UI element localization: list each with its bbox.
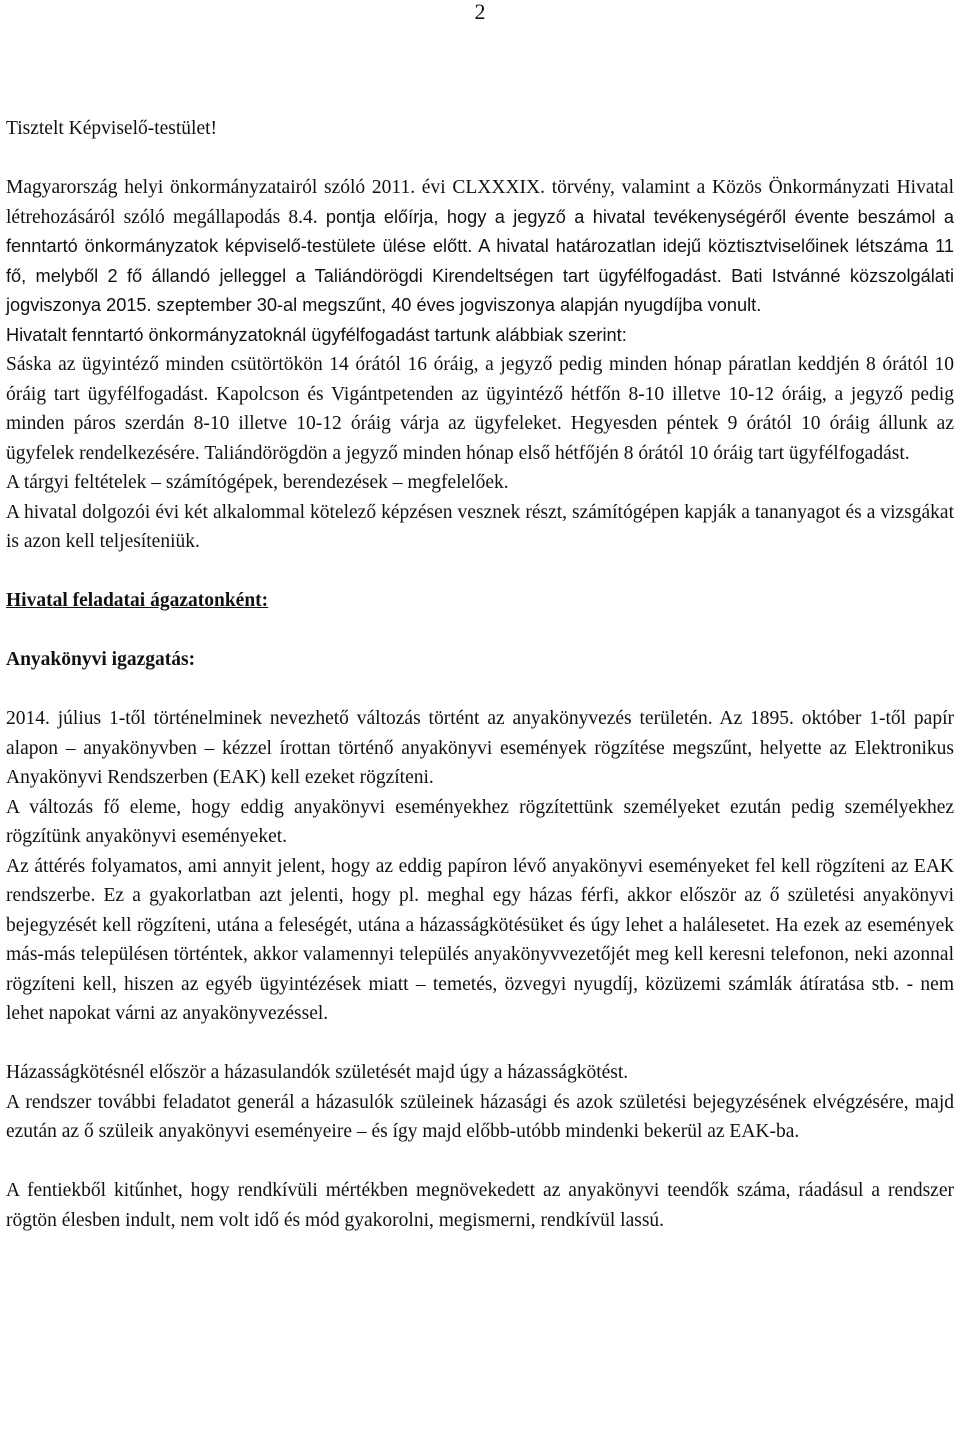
- registry-paragraph-6: A fentiekből kitűnhet, hogy rendkívüli mértékben megnövekedett az anyakönyvi teendők száma, ráadásul a rendszer rögtön élesben indult, nem volt idő és mód gyakorolni, megismerni, rendkívül lassú.: [6, 1180, 954, 1231]
- spacer: [6, 616, 954, 646]
- registry-paragraph-2: A változás fő eleme, hogy eddig anyakönyvi eseményekhez rögzítettünk személyeket ezután pedig személyekhez rögzítünk anyakönyvi eseményeket.: [6, 796, 954, 847]
- section-heading-tasks: Hivatal feladatai ágazatonként:: [6, 590, 269, 611]
- page-number: 2: [474, 0, 486, 24]
- salutation: Tisztelt Képviselő-testület!: [6, 118, 218, 139]
- registry-paragraph-3: Az áttérés folyamatos, ami annyit jelent, hogy az eddig papíron lévő anyakönyvi eseményeket fel kell rögzíteni az EAK rendszerbe. Ez a gyakorlatban azt jelenti, hogy pl. meghal egy házas férfi, akkor először az ő születési anyakönyvi bejegyzését kell rögzíteni, utána a feleségét, utána a házasságkötésüket és úgy lehet a halálesetet. Ha ezek az események más-más településen történtek, akkor valamennyi település anyakönyvvezetőjét meg kell keresni telefonon, neki azonnal rögzíteni kell, hiszen az egyéb ügyintézések miatt – temetés, özvegyi nyugdíj, közüzemi számlák átíratása stb. - nem lehet napokat várni az anyakönyvezéssel.: [6, 855, 954, 1024]
- office-hours-intro: Hivatalt fenntartó önkormányzatoknál ügyfélfogadást tartunk alábbiak szerint:: [6, 324, 627, 345]
- spacer: [6, 557, 954, 587]
- intro-paragraph: [6, 173, 954, 321]
- spacer: [6, 675, 954, 705]
- intro-text-sans: pontja előírja, hogy a jegyző a hivatal tevékenységéről évente beszámol a fenntartó önkormányzatok képviselő-testülete ülése előtt. A hivatal határozatlan idejű köztisztviselőinek létszáma 11 fő, melyből 2 fő állandó jelleggel a Taliándörögdi Kirendeltségen tart ügyfélfogadást. Bati Istvánné közszolgálati jogviszonya 2015. szeptember 30-al megszűnt, 40 éves jogviszonya alapján nyugdíjba vonult.: [6, 206, 954, 315]
- registry-paragraph-5: A rendszer további feladatot generál a házasulók szüleinek házasági és azok születési bejegyzésének elvégzésére, majd ezután az ő szüleik anyakönyvi eseményeire – és így majd előbb-utóbb mindenki bekerül az EAK-ba.: [6, 1091, 954, 1142]
- equipment-paragraph: A tárgyi feltételek – számítógépek, berendezések – megfelelőek.: [6, 472, 509, 493]
- spacer: [6, 1029, 954, 1059]
- registry-paragraph-4: Házasságkötésnél először a házasulandók születését majd úgy a házasságkötést.: [6, 1062, 629, 1083]
- office-hours-paragraph: Sáska az ügyintéző minden csütörtökön 14 órától 16 óráig, a jegyző pedig minden hónap páratlan keddjén 8 órától 10 óráig tart ügyfélfogadást. Kapolcson és Vigántpetenden az ügyintéző hétfőn 8-10 illetve 10-12 óráig, a jegyző pedig minden páros szerdán 8-10 illetve 10-12 óráig várja az ügyfeleket. Hegyesden péntek 9 órától 10 óráig állunk az ügyfelek rendelkezésére. Taliándörögdön a jegyző minden hónap első hétfőjén 8 órától 10 óráig tart ügyfélfogadást.: [6, 354, 954, 464]
- section-heading-registry: Anyakönyvi igazgatás:: [6, 649, 196, 670]
- spacer: [6, 1147, 954, 1177]
- registry-paragraph-1: 2014. július 1-től történelminek nevezhető változás történt az anyakönyvezés területén. Az 1895. október 1-től papír alapon – anyakönyvben – kézzel írottan történő anyakönyvi események rögzítése megszűnt, helyette az Elektronikus Anyakönyvi Rendszerben (EAK) kell ezeket rögzíteni.: [6, 708, 954, 788]
- document-body: [6, 114, 954, 1235]
- training-paragraph: A hivatal dolgozói évi két alkalommal kötelező képzésen vesznek részt, számítógépen kapják a tananyagot és a vizsgákat is azon kell teljesíteniük.: [6, 501, 954, 552]
- intro-text-serif: Magyarország helyi önkormányzatairól szóló 2011. évi CLXXXIX. törvény, valamint a Közös Önkormányzati Hivatal létrehozásáról szóló megállapodás 8.4.: [6, 177, 954, 228]
